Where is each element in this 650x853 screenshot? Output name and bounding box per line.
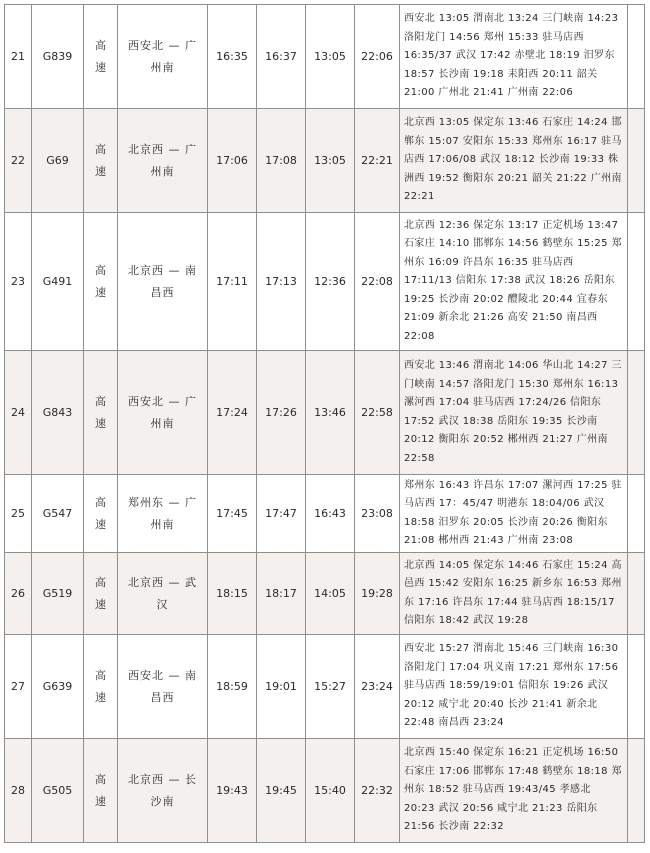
- train-type: 高速: [84, 213, 118, 351]
- origin-departure-time: 13:46: [306, 351, 355, 475]
- train-number: G639: [32, 635, 84, 739]
- departure-time: 17:26: [257, 351, 306, 475]
- stops-schedule: 郑州东 16:43 许昌东 17:07 漯河西 17:25 驻马店西 17：45/47 明港东 18:04/06 武汉 18:58 汨罗东 20:05 长沙南 20:26 衡阳东 21:08 郴州西 21:43 广州南 23:08: [400, 475, 628, 553]
- row-number: 28: [5, 739, 32, 843]
- train-number: G491: [32, 213, 84, 351]
- table-row: [5, 5, 645, 109]
- train-number: G843: [32, 351, 84, 475]
- terminal-arrival-time: 22:58: [355, 351, 400, 475]
- row-number: 27: [5, 635, 32, 739]
- timetable-body: [5, 5, 645, 843]
- route: 西安北 — 广州南: [118, 5, 208, 109]
- stops-schedule: 北京西 14:05 保定东 14:46 石家庄 15:24 高邑西 15:42 安阳东 16:25 新乡东 16:53 郑州东 17:16 许昌东 17:44 驻马店西 18:15/17 信阳东 18:42 武汉 19:28: [400, 553, 628, 635]
- arrival-time: 16:35: [208, 5, 257, 109]
- stops-schedule: 西安北 13:05 渭南北 13:24 三门峡南 14:23 洛阳龙门 14:56 郑州 15:33 驻马店西 16:35/37 武汉 17:42 赤壁北 18:19 汨罗东 18:57 长沙南 19:18 耒阳西 20:11 韶关 21:00 广州北 21:41 广州南 22:06: [400, 5, 628, 109]
- table-row: [5, 553, 645, 635]
- empty-cell: [628, 475, 645, 553]
- route: 北京西 — 南昌西: [118, 213, 208, 351]
- route: 西安北 — 广州南: [118, 351, 208, 475]
- terminal-arrival-time: 23:08: [355, 475, 400, 553]
- row-number: 25: [5, 475, 32, 553]
- train-number: G839: [32, 5, 84, 109]
- departure-time: 17:13: [257, 213, 306, 351]
- table-row: [5, 635, 645, 739]
- train-type: 高速: [84, 475, 118, 553]
- table-row: [5, 475, 645, 553]
- arrival-time: 17:45: [208, 475, 257, 553]
- terminal-arrival-time: 22:32: [355, 739, 400, 843]
- departure-time: 16:37: [257, 5, 306, 109]
- route: 北京西 — 武汉: [118, 553, 208, 635]
- train-number: G547: [32, 475, 84, 553]
- arrival-time: 17:24: [208, 351, 257, 475]
- arrival-time: 19:43: [208, 739, 257, 843]
- empty-cell: [628, 5, 645, 109]
- arrival-time: 17:11: [208, 213, 257, 351]
- train-number: G505: [32, 739, 84, 843]
- origin-departure-time: 13:05: [306, 5, 355, 109]
- table-row: [5, 739, 645, 843]
- empty-cell: [628, 739, 645, 843]
- row-number: 26: [5, 553, 32, 635]
- table-row: [5, 351, 645, 475]
- origin-departure-time: 13:05: [306, 109, 355, 213]
- route: 郑州东 — 广州南: [118, 475, 208, 553]
- departure-time: 17:08: [257, 109, 306, 213]
- train-number: G69: [32, 109, 84, 213]
- table-row: [5, 213, 645, 351]
- origin-departure-time: 15:27: [306, 635, 355, 739]
- stops-schedule: 北京西 13:05 保定东 13:46 石家庄 14:24 邯郸东 15:07 安阳东 15:33 郑州东 16:17 驻马店西 17:06/08 武汉 18:12 长沙南 19:33 株洲西 19:52 衡阳东 20:21 韶关 21:22 广州南 22:21: [400, 109, 628, 213]
- origin-departure-time: 14:05: [306, 553, 355, 635]
- arrival-time: 17:06: [208, 109, 257, 213]
- route: 北京西 — 长沙南: [118, 739, 208, 843]
- terminal-arrival-time: 23:24: [355, 635, 400, 739]
- empty-cell: [628, 351, 645, 475]
- departure-time: 17:47: [257, 475, 306, 553]
- row-number: 23: [5, 213, 32, 351]
- arrival-time: 18:15: [208, 553, 257, 635]
- table-row: [5, 109, 645, 213]
- departure-time: 19:45: [257, 739, 306, 843]
- empty-cell: [628, 213, 645, 351]
- stops-schedule: 北京西 12:36 保定东 13:17 正定机场 13:47 石家庄 14:10 邯郸东 14:56 鹤壁东 15:25 郑州东 16:09 许昌东 16:35 驻马店西 17:11/13 信阳东 17:38 武汉 18:26 岳阳东 19:25 长沙南 20:02 醴陵北 20:44 宜春东 21:09 新余北 21:26 高安 21:50 南昌西 22:08: [400, 213, 628, 351]
- empty-cell: [628, 635, 645, 739]
- stops-schedule: 西安北 15:27 渭南北 15:46 三门峡南 16:30 洛阳龙门 17:04 巩义南 17:21 郑州东 17:56 驻马店西 18:59/19:01 信阳东 19:26 武汉 20:12 咸宁北 20:40 长沙 21:41 新余北 22:48 南昌西 23:24: [400, 635, 628, 739]
- origin-departure-time: 16:43: [306, 475, 355, 553]
- train-type: 高速: [84, 553, 118, 635]
- row-number: 24: [5, 351, 32, 475]
- origin-departure-time: 12:36: [306, 213, 355, 351]
- route: 北京西 — 广州南: [118, 109, 208, 213]
- train-number: G519: [32, 553, 84, 635]
- row-number: 21: [5, 5, 32, 109]
- row-number: 22: [5, 109, 32, 213]
- empty-cell: [628, 109, 645, 213]
- train-type: 高速: [84, 635, 118, 739]
- terminal-arrival-time: 22:08: [355, 213, 400, 351]
- train-type: 高速: [84, 351, 118, 475]
- train-type: 高速: [84, 109, 118, 213]
- stops-schedule: 西安北 13:46 渭南北 14:06 华山北 14:27 三门峡南 14:57 洛阳龙门 15:30 郑州东 16:13 漯河西 17:04 驻马店西 17:24/26 信阳东 17:52 武汉 18:38 岳阳东 19:35 长沙南 20:12 衡阳东 20:52 郴州西 21:27 广州南 22:58: [400, 351, 628, 475]
- stops-schedule: 北京西 15:40 保定东 16:21 正定机场 16:50 石家庄 17:06 邯郸东 17:48 鹤壁东 18:18 郑州东 18:52 驻马店西 19:43/45 孝感北 20:23 武汉 20:56 咸宁北 21:23 岳阳东 21:56 长沙南 22:32: [400, 739, 628, 843]
- origin-departure-time: 15:40: [306, 739, 355, 843]
- terminal-arrival-time: 19:28: [355, 553, 400, 635]
- terminal-arrival-time: 22:21: [355, 109, 400, 213]
- departure-time: 18:17: [257, 553, 306, 635]
- timetable: [4, 4, 645, 843]
- empty-cell: [628, 553, 645, 635]
- train-type: 高速: [84, 739, 118, 843]
- train-type: 高速: [84, 5, 118, 109]
- arrival-time: 18:59: [208, 635, 257, 739]
- route: 西安北 — 南昌西: [118, 635, 208, 739]
- departure-time: 19:01: [257, 635, 306, 739]
- terminal-arrival-time: 22:06: [355, 5, 400, 109]
